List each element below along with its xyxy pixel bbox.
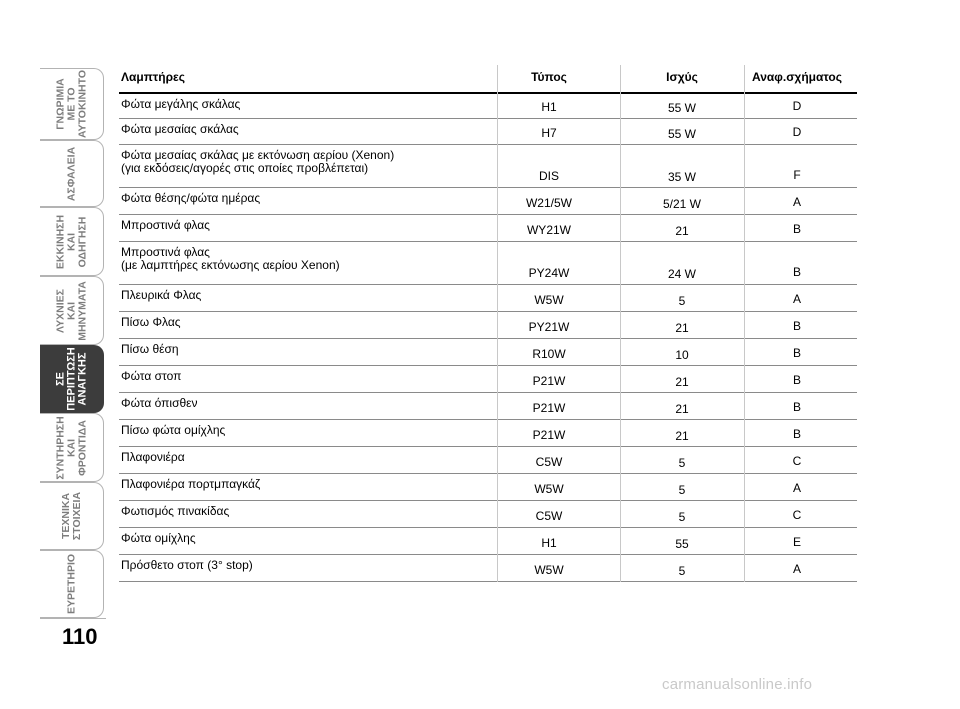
table-row [119, 474, 857, 501]
table-row [119, 528, 857, 555]
figure-ref: D [792, 99, 802, 113]
table-row [119, 420, 857, 447]
lamp-name: Πλαφονιέρα πορτμπαγκάζ [121, 477, 261, 491]
lamp-power: 21 [675, 402, 689, 416]
tab-maintenance[interactable] [40, 413, 104, 482]
lamp-type: W5W [534, 482, 564, 496]
lamp-name: Μπροστινά φλας [121, 218, 210, 232]
tab-getting-to-know[interactable] [40, 68, 104, 140]
figure-ref: D [792, 125, 802, 139]
table-row [119, 366, 857, 393]
lamp-power: 5 [678, 564, 686, 578]
lamp-type: PY21W [528, 320, 570, 334]
tab-label: ΣΕ ΠΕΡΙΠΤΩΣΗ ΑΝΑΓΚΗΣ [54, 347, 88, 411]
figure-ref: A [792, 562, 801, 576]
figure-ref: C [792, 454, 802, 468]
lamp-name: Φωτισμός πινακίδας [121, 504, 230, 518]
lamp-power: 21 [675, 224, 689, 238]
header-figure-ref: Αναφ.σχήματος [752, 70, 842, 84]
table-row [119, 188, 857, 215]
lamp-power: 5 [678, 456, 686, 470]
tab-warning-lights[interactable] [40, 276, 104, 345]
lamp-name: Φώτα θέσης/φώτα ημέρας [121, 191, 261, 205]
table-row [119, 312, 857, 339]
figure-ref: C [792, 508, 802, 522]
tab-safety[interactable] [40, 140, 104, 207]
lamp-power: 35 W [667, 170, 696, 184]
lamp-name: Πλευρικά Φλας [121, 288, 202, 302]
figure-ref: E [792, 535, 801, 549]
figure-ref: F [793, 168, 801, 182]
lamp-power: 55 [675, 537, 689, 551]
table-row [119, 501, 857, 528]
lamp-power: 5 [678, 294, 686, 308]
lamp-type: P21W [532, 374, 566, 388]
table-row [119, 555, 857, 582]
figure-ref: B [792, 265, 801, 279]
lamp-name: Πίσω Φλας [121, 315, 181, 329]
lamp-type: H7 [541, 126, 557, 140]
figure-ref: B [792, 373, 801, 387]
lamp-power: 5/21 W [662, 197, 701, 211]
lamp-power: 55 W [667, 127, 696, 141]
lamp-power: 24 W [667, 267, 696, 281]
lamp-name: Φώτα στοπ [121, 369, 182, 383]
header-power: Ισχύς [666, 70, 698, 84]
lamp-type: H1 [541, 536, 557, 550]
lamp-type: W21/5W [525, 196, 572, 210]
bulb-table [119, 65, 857, 582]
lamp-name: Πρόσθετο στοπ (3° stop) [121, 558, 253, 572]
column-separator [620, 65, 621, 582]
tab-emergency[interactable] [40, 345, 104, 413]
tab-label: ΑΣΦΑΛΕΙΑ [65, 146, 77, 201]
tab-technical-data[interactable] [40, 482, 104, 550]
table-row [119, 242, 857, 285]
tab-label: ΣΥΝΤΗΡΗΣΗ ΚΑΙ ΦΡΟΝΤΙΔΑ [54, 415, 88, 480]
column-separator [497, 65, 498, 582]
figure-ref: B [792, 400, 801, 414]
figure-ref: B [792, 427, 801, 441]
tab-starting-driving[interactable] [40, 207, 104, 276]
lamp-name: Μπροστινά φλας (με λαμπτήρες εκτόνωσης αερίου Xenon) [121, 245, 340, 272]
table-row [119, 393, 857, 420]
figure-ref: A [792, 195, 801, 209]
lamp-power: 55 W [667, 101, 696, 115]
page-number: 110 [62, 624, 98, 649]
table-body [119, 94, 857, 582]
lamp-type: PY24W [528, 266, 570, 280]
table-row [119, 447, 857, 474]
figure-ref: B [792, 222, 801, 236]
lamp-type: H1 [541, 100, 557, 114]
lamp-type: DIS [538, 169, 559, 183]
figure-ref: B [792, 319, 801, 333]
table-row [119, 339, 857, 366]
lamp-power: 5 [678, 510, 686, 524]
figure-ref: A [792, 481, 801, 495]
tab-label: ΓΝΩΡΙΜΙΑ ΜΕ ΤΟ ΑΥΤΟΚΙΝΗΤΟ [54, 69, 88, 139]
lamp-type: P21W [532, 428, 566, 442]
lamp-name: Πλαφονιέρα [121, 450, 185, 464]
lamp-name: Φώτα μεσαίας σκάλας [121, 122, 239, 136]
tab-label: ΤΕΧΝΙΚΑ ΣΤΟΙΧΕΙΑ [59, 491, 83, 541]
lamp-type: W5W [534, 293, 564, 307]
sidebar-divider [40, 618, 106, 619]
table-row [119, 145, 857, 188]
table-header [119, 65, 857, 94]
lamp-name: Πίσω θέση [121, 342, 179, 356]
figure-ref: B [792, 346, 801, 360]
table-row [119, 285, 857, 312]
table-row [119, 215, 857, 242]
lamp-type: WY21W [526, 223, 571, 237]
sidebar-tabs [40, 68, 106, 618]
figure-ref: A [792, 292, 801, 306]
lamp-power: 21 [675, 375, 689, 389]
column-separator [744, 65, 745, 582]
tab-label: ΕΚΚΙΝΗΣΗ ΚΑΙ ΟΔΗΓΗΣΗ [54, 214, 88, 269]
watermark: carmanualsonline.info [662, 676, 813, 693]
lamp-type: P21W [532, 401, 566, 415]
header-type: Τύπος [531, 70, 567, 84]
lamp-name: Φώτα μεσαίας σκάλας με εκτόνωση αερίου (Xenon) (για εκδόσεις/αγορές στις οποίες προβλέπεται) [121, 148, 395, 175]
tab-label: ΕΥΡΕΤΗΡΙΟ [65, 553, 77, 615]
table-row [119, 94, 857, 119]
lamp-power: 5 [678, 483, 686, 497]
lamp-power: 21 [675, 429, 689, 443]
table-row [119, 119, 857, 145]
lamp-type: C5W [535, 455, 563, 469]
lamp-name: Πίσω φώτα ομίχλης [121, 423, 226, 437]
lamp-type: R10W [532, 347, 566, 361]
tab-index[interactable] [40, 550, 104, 618]
lamp-power: 10 [675, 348, 689, 362]
lamp-power: 21 [675, 321, 689, 335]
lamp-type: W5W [534, 563, 564, 577]
lamp-type: C5W [535, 509, 563, 523]
lamp-name: Φώτα όπισθεν [121, 396, 198, 410]
lamp-name: Φώτα μεγάλης σκάλας [121, 97, 241, 111]
tab-label: ΛΥΧΝΙΕΣ ΚΑΙ ΜΗΝΥΜΑΤΑ [54, 280, 88, 341]
header-lamp: Λαμπτήρες [121, 70, 185, 84]
lamp-name: Φώτα ομίχλης [121, 531, 196, 545]
